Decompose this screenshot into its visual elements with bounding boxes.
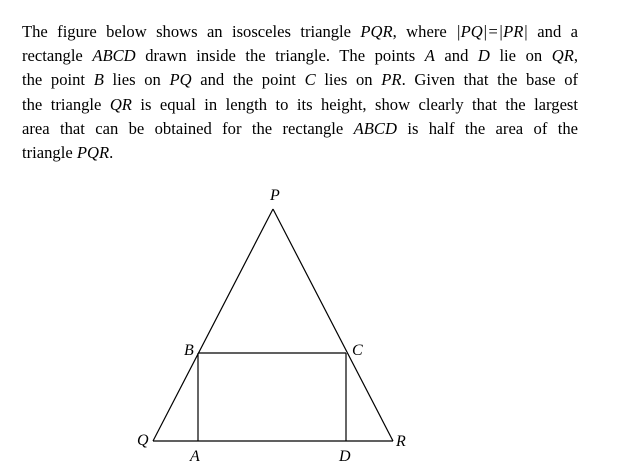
text-run: . Given that the base of — [401, 70, 579, 90]
label-b: B — [184, 342, 194, 359]
text-run: the triangle — [22, 94, 110, 114]
text-run: and — [434, 46, 478, 66]
math-run: |PQ|=|PR| — [456, 22, 528, 41]
text-run: drawn inside the triangle. The points — [135, 46, 425, 66]
math-run: ABCD — [92, 46, 136, 66]
text-run: triangle — [22, 143, 77, 163]
side-pq — [153, 209, 273, 441]
math-run: PR — [381, 70, 402, 90]
math-run: ABCD — [353, 118, 397, 138]
math-run: QR — [109, 94, 132, 114]
label-p: P — [270, 187, 280, 204]
text-run: . — [109, 143, 114, 163]
text-run: , — [573, 46, 578, 66]
math-run: C — [304, 70, 316, 90]
text-run: and a — [527, 22, 579, 41]
math-run: PQR — [360, 22, 393, 41]
math-run: A — [424, 46, 435, 66]
math-run: PQ — [169, 70, 192, 90]
text-run: lies on — [103, 70, 170, 90]
math-run: B — [93, 70, 104, 90]
text-run: area that can be obtained for the rectangle — [22, 118, 354, 138]
text-run: the point — [22, 70, 94, 90]
label-q: Q — [137, 432, 149, 449]
label-c: C — [352, 342, 363, 359]
side-pr — [273, 209, 393, 441]
label-a: A — [190, 448, 200, 462]
math-run: QR — [551, 46, 574, 66]
text-run: and the point — [191, 70, 305, 90]
text-run: is half the area of the — [396, 118, 578, 138]
text-run: The figure below shows an isosceles triangle — [22, 22, 361, 41]
text-run: is equal in length to its height, show clearly that the largest — [131, 94, 579, 114]
text-run: rectangle — [22, 46, 93, 66]
text-run: lie on — [489, 46, 552, 66]
text-run: lies on — [315, 70, 382, 90]
math-run: D — [477, 46, 490, 66]
text-run: , where — [392, 22, 457, 41]
label-d: D — [339, 448, 351, 462]
math-run: PQR — [76, 143, 110, 163]
label-r: R — [396, 433, 406, 450]
